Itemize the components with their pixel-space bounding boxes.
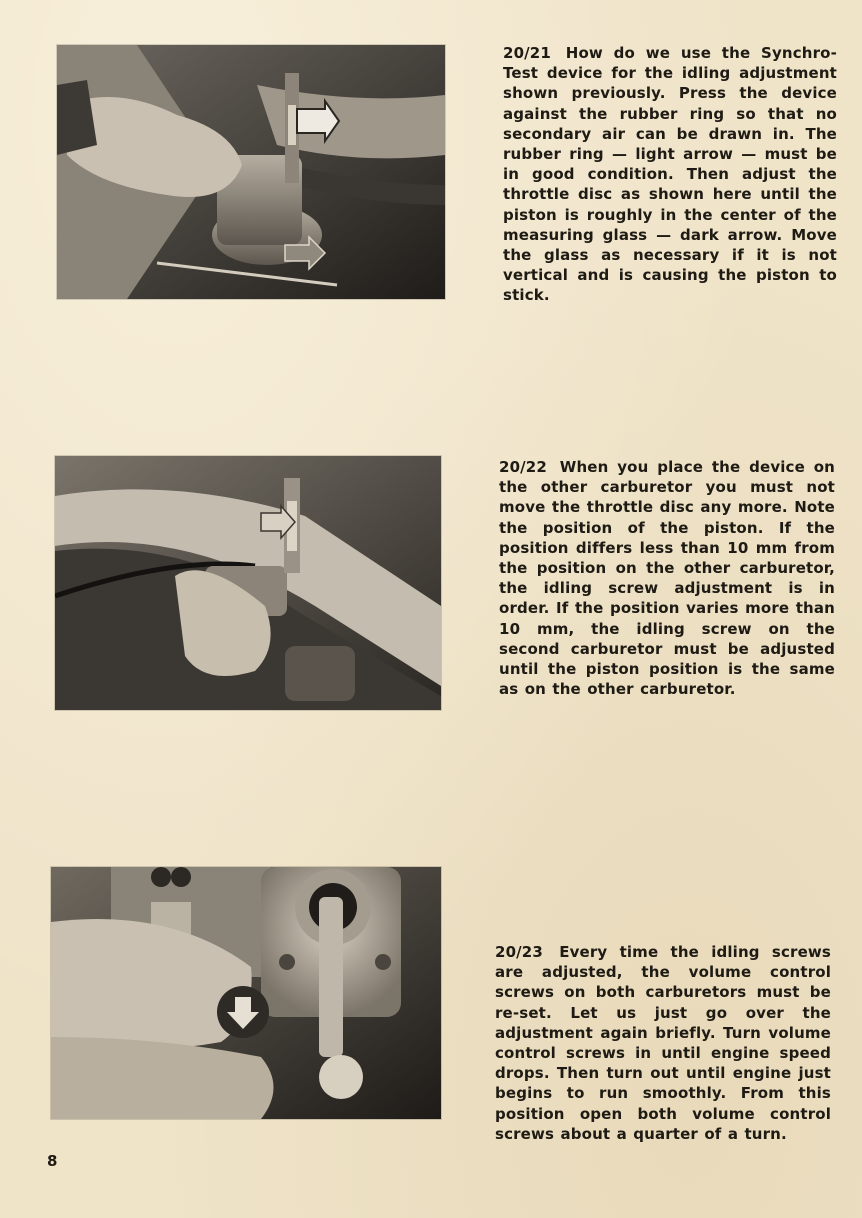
page-number: 8 (47, 1152, 58, 1170)
caption-number: 20/21 (503, 44, 551, 62)
photo-synchro-test-first-carburetor (57, 45, 445, 299)
caption-20-22 (499, 457, 835, 699)
photo-volume-control-screw (51, 867, 441, 1119)
caption-text: When you place the device on the other carburetor you must not move the throttle disc any more. Note the position of the piston. If the position differs less than 10 mm from the position on the other carburetor, the idling screw adjustment is in order. If the position varies more than 10 mm, the idling screw on the second carburetor must be adjusted until the piston position is the same as on the other carburetor. (499, 458, 835, 699)
caption-number: 20/22 (499, 458, 547, 476)
caption-20-23 (495, 942, 831, 1144)
caption-20-21 (503, 43, 837, 306)
photo-synchro-test-second-carburetor (55, 456, 441, 710)
caption-text: Every time the idling screws are adjusted, the volume control screws on both carburetors must be re-set. Let us just go over the adjustment again briefly. Turn volume control screws in until engine speed drops. Then turn out until engine just begins to run smoothly. From this position open both volume control screws about a quarter of a turn. (495, 943, 831, 1143)
caption-text: How do we use the Synchro-Test device for the idling adjustment shown previously. Press the device against the rubber ring so that no secondary air can be drawn in. The rubber ring — light arrow — must be in good condition. Then adjust the throttle disc as shown here until the piston is roughly in the center of the measuring glass — dark arrow. Move the glass as necessary if it is not vertical and is causing the piston to stick. (503, 44, 837, 305)
caption-number: 20/23 (495, 943, 543, 961)
